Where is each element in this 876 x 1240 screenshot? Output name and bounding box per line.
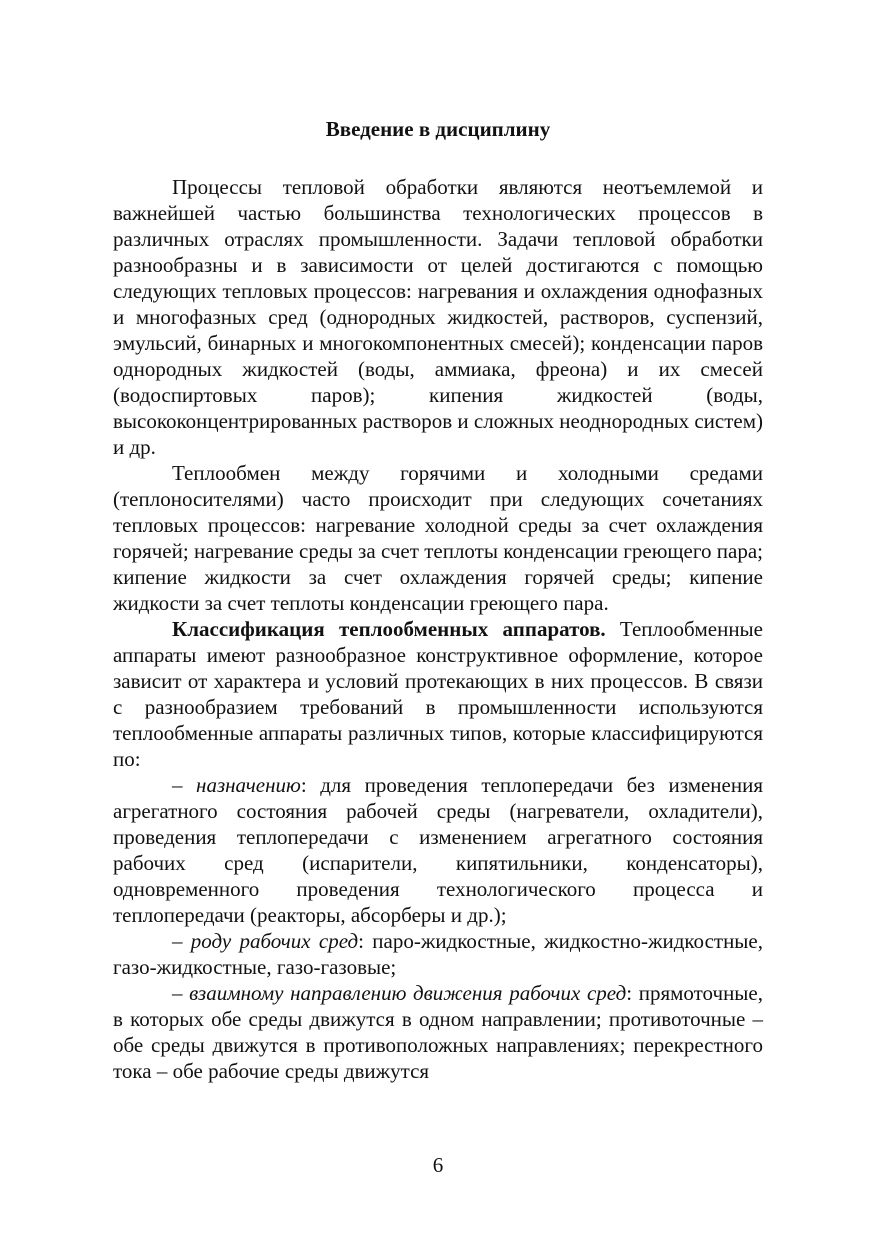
page-body [113, 116, 763, 1084]
list-item-purpose-text: : для проведения теплопередачи без изменения агрегатного состояния рабочей среды (нагреватели, охладители), проведения теплопередачи с изменением агрегатного состояния рабочих сред (испарители, кипятильники, конденсаторы), одновременного проведения технологического процесса и теплопередачи (реакторы, абсорберы и др.); [113, 773, 763, 927]
classification-title: Классификация теплообменных аппаратов. [172, 617, 606, 641]
list-item-purpose-term: – назначению [172, 773, 301, 797]
page-number: 6 [432, 1153, 444, 1177]
list-item-media-type-term: – роду рабочих сред [172, 929, 359, 953]
paragraph-classification [113, 616, 763, 772]
classification-text: Теплообменные аппараты имеют разнообразное конструктивное оформление, которое зависит от характера и условий протекающих в них процессов. В связи с разнообразием требований в промышленности используются теплообменные аппараты различных типов, которые классифицируются по: [113, 617, 763, 771]
list-item-flow-direction [113, 980, 763, 1084]
paragraph-intro: Процессы тепловой обработки являются неотъемлемой и важнейшей частью большинства технологических процессов в различных отраслях промышленности. Задачи тепловой обработки разнообразны и в зависимости от целей достигаются с помощью следующих тепловых процессов: нагревания и охлаждения однофазных и многофазных сред (однородных жидкостей, растворов, суспензий, эмульсий, бинарных и многокомпонентных смесей); конденсации паров однородных жидкостей (воды, аммиака, фреона) и их смесей (водоспиртовых паров); кипения жидкостей (воды, высококонцентрированных растворов и сложных неоднородных систем) и др. [113, 175, 763, 459]
list-item-purpose [113, 772, 763, 928]
list-item-media-type [113, 928, 763, 980]
list-item-media-type-text: : паро-жидкостные, жидкостно-жидкостные, газо-жидкостные, газо-газовые; [113, 929, 763, 979]
list-item-flow-direction-term: – взаимному направлению движения рабочих сред [172, 981, 627, 1005]
section-heading: Введение в дисциплину [325, 117, 551, 141]
paragraph-heat-exchange: Теплообмен между горячими и холодными средами (теплоносителями) часто происходит при следующих сочетаниях тепловых процессов: нагревание холодной среды за счет охлаждения горячей; нагревание среды за счет теплоты конденсации греющего пара; кипение жидкости за счет охлаждения горячей среды; кипение жидкости за счет теплоты конденсации греющего пара. [113, 461, 763, 615]
list-item-flow-direction-text: : прямоточные, в которых обе среды движутся в одном направлении; противоточные – обе среды движутся в противоположных направлениях; перекрестного тока – обе рабочие среды движутся [113, 981, 763, 1083]
